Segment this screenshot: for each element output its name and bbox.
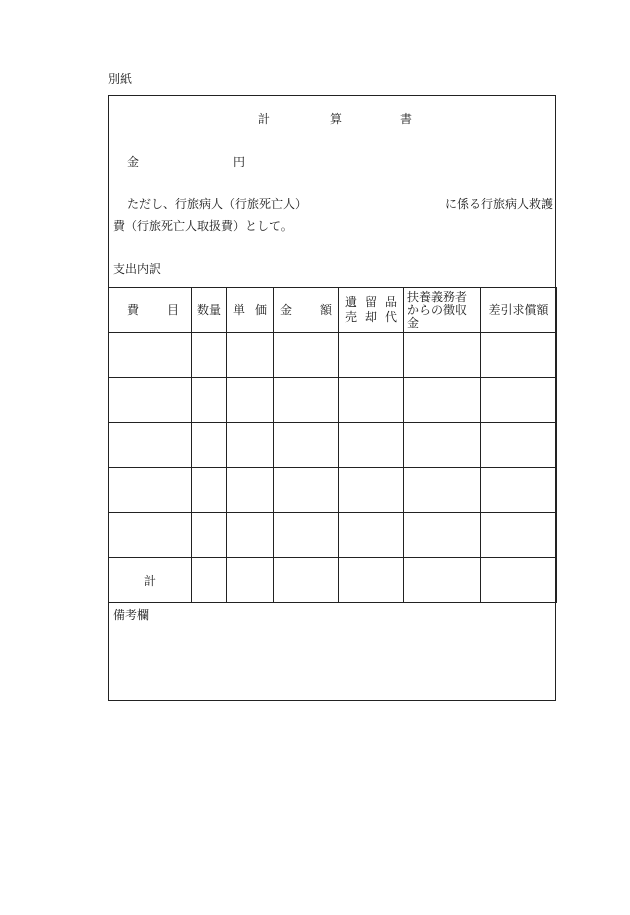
header-unit-price-char-1: 単	[233, 302, 246, 317]
breakdown-label: 支出内訳	[113, 262, 162, 276]
cell-net-claim[interactable]	[481, 468, 557, 513]
cell-net-claim[interactable]	[481, 333, 557, 378]
header-support-line-2: からの徴収	[407, 302, 468, 317]
proviso-text-3: 費（行旅死亡人取扱費）として。	[113, 219, 293, 233]
cell-item[interactable]	[109, 468, 192, 513]
cell-item[interactable]	[109, 423, 192, 468]
header-item-char-1: 費	[127, 302, 140, 317]
title-char-1: 計	[258, 112, 271, 126]
header-support-line-3: 金	[407, 315, 420, 330]
cell-quantity[interactable]	[192, 333, 227, 378]
total-support-collection[interactable]	[404, 558, 481, 603]
header-amount-char-2: 額	[319, 302, 332, 317]
cell-unit-price[interactable]	[227, 468, 274, 513]
header-net-claim: 差引求償額	[481, 288, 557, 333]
header-quantity: 数量	[192, 288, 227, 333]
header-item	[109, 288, 192, 333]
cell-quantity[interactable]	[192, 468, 227, 513]
cell-amount[interactable]	[274, 378, 339, 423]
amount-kin-label: 金	[127, 155, 140, 169]
total-row	[109, 558, 557, 603]
header-unit-price	[227, 288, 274, 333]
breakdown-table	[108, 287, 557, 603]
amount-yen-label: 円	[233, 155, 246, 169]
cell-net-claim[interactable]	[481, 513, 557, 558]
cell-net-claim[interactable]	[481, 423, 557, 468]
cell-amount[interactable]	[274, 513, 339, 558]
cell-estate-sale[interactable]	[339, 513, 404, 558]
total-label: 計	[109, 558, 192, 603]
cell-estate-sale[interactable]	[339, 333, 404, 378]
cell-support-collection[interactable]	[404, 513, 481, 558]
table-row	[109, 333, 557, 378]
cell-support-collection[interactable]	[404, 423, 481, 468]
header-amount	[274, 288, 339, 333]
header-item-char-2: 目	[166, 302, 179, 317]
cell-support-collection[interactable]	[404, 378, 481, 423]
proviso-text-2: に係る行旅病人救護	[445, 197, 554, 211]
cell-estate-sale[interactable]	[339, 468, 404, 513]
total-quantity[interactable]	[192, 558, 227, 603]
header-estate-sale	[339, 288, 404, 333]
remarks-label: 備考欄	[113, 608, 150, 622]
cell-unit-price[interactable]	[227, 513, 274, 558]
header-unit-price-char-2: 価	[254, 302, 267, 317]
cell-quantity[interactable]	[192, 513, 227, 558]
cell-item[interactable]	[109, 513, 192, 558]
header-amount-char-1: 金	[280, 302, 293, 317]
attachment-label: 別紙	[108, 72, 133, 86]
title-char-2: 算	[330, 112, 343, 126]
total-net-claim[interactable]	[481, 558, 557, 603]
table-row	[109, 378, 557, 423]
cell-amount[interactable]	[274, 468, 339, 513]
header-support-collection	[404, 288, 481, 333]
total-amount[interactable]	[274, 558, 339, 603]
proviso-text-1: ただし、行旅病人（行旅死亡人）	[127, 197, 308, 211]
cell-amount[interactable]	[274, 333, 339, 378]
total-estate-sale[interactable]	[339, 558, 404, 603]
cell-unit-price[interactable]	[227, 333, 274, 378]
cell-quantity[interactable]	[192, 423, 227, 468]
cell-support-collection[interactable]	[404, 333, 481, 378]
total-unit-price[interactable]	[227, 558, 274, 603]
document-title	[109, 110, 555, 126]
cell-estate-sale[interactable]	[339, 423, 404, 468]
calculation-form	[108, 95, 556, 701]
table-row	[109, 423, 557, 468]
cell-estate-sale[interactable]	[339, 378, 404, 423]
table-row	[109, 513, 557, 558]
table-row	[109, 468, 557, 513]
cell-quantity[interactable]	[192, 378, 227, 423]
header-estate-sale-line-1: 遺 留 品	[345, 295, 397, 309]
cell-support-collection[interactable]	[404, 468, 481, 513]
header-support-line-1: 扶養義務者	[407, 289, 468, 304]
header-estate-sale-line-2: 売 却 代	[345, 310, 397, 324]
cell-amount[interactable]	[274, 423, 339, 468]
cell-net-claim[interactable]	[481, 378, 557, 423]
cell-item[interactable]	[109, 333, 192, 378]
cell-item[interactable]	[109, 378, 192, 423]
cell-unit-price[interactable]	[227, 423, 274, 468]
title-char-3: 書	[400, 112, 413, 126]
table-header-row	[109, 288, 557, 333]
cell-unit-price[interactable]	[227, 378, 274, 423]
